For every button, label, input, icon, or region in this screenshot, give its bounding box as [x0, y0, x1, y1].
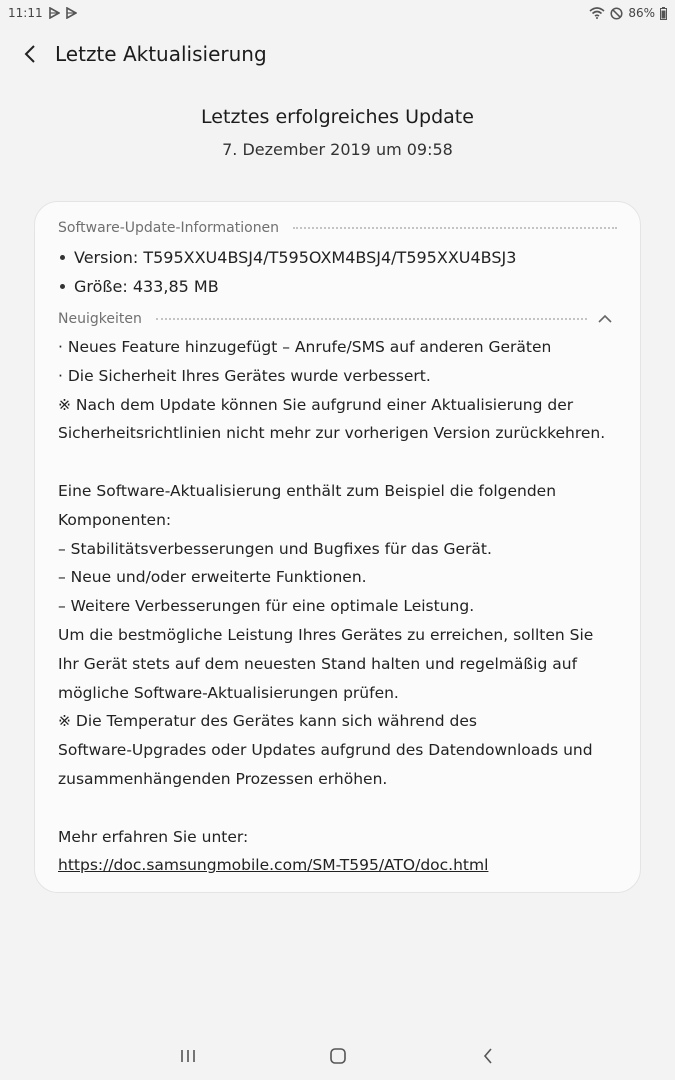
news-section-header[interactable]: [58, 307, 617, 331]
page-title: Letzte Aktualisierung: [55, 42, 267, 66]
more-info-link[interactable]: https://doc.samsungmobile.com/SM-T595/ATO/doc.html: [58, 856, 489, 875]
news-line: · Neues Feature hinzugefügt – Anrufe/SMS auf anderen Geräten: [58, 338, 552, 356]
battery-level: 86%: [628, 6, 655, 20]
recent-apps-icon: [180, 1049, 196, 1063]
status-time: 11:11: [8, 6, 43, 20]
news-line: Eine Software-Aktualisierung enthält zum Beispiel die folgenden: [58, 481, 557, 500]
news-line: Mehr erfahren Sie unter:: [58, 827, 249, 846]
navigation-bar: [0, 1032, 675, 1080]
app-bar: [0, 30, 675, 78]
news-line: [58, 448, 617, 477]
news-line: · Die Sicherheit Ihres Gerätes wurde verbessert.: [58, 366, 431, 385]
bullet-icon: [60, 284, 65, 289]
size-text: Größe: 433,85 MB: [74, 277, 219, 296]
chevron-up-icon[interactable]: [593, 307, 617, 331]
news-line: Um die bestmögliche Leistung Ihres Gerätes zu erreichen, sollten Sie: [58, 625, 594, 644]
status-bar: [0, 0, 675, 26]
dotted-divider: [293, 227, 617, 229]
version-item: [58, 243, 617, 272]
last-update-title: Letztes erfolgreiches Update: [201, 106, 474, 128]
last-update-header: [0, 106, 675, 159]
news-line: – Weitere Verbesserungen für eine optimale Leistung.: [58, 597, 475, 616]
chevron-left-icon: [23, 44, 37, 64]
bullet-icon: [60, 255, 65, 260]
news-line: Komponenten:: [58, 510, 172, 529]
recent-apps-button[interactable]: [168, 1036, 208, 1076]
size-item: [58, 272, 617, 301]
wifi-icon: [589, 7, 605, 19]
news-line: Sicherheitsrichtlinien nicht mehr zur vorherigen Version zurückkehren.: [58, 424, 606, 443]
news-section-label: Neuigkeiten: [58, 311, 142, 327]
home-icon: [329, 1047, 347, 1065]
play-store-icon: [49, 7, 60, 19]
home-button[interactable]: [318, 1036, 358, 1076]
do-not-disturb-icon: [610, 7, 623, 20]
news-line: [58, 794, 617, 823]
news-line: mögliche Software-Aktualisierungen prüfen.: [58, 683, 399, 702]
play-store-icon: [66, 7, 77, 19]
version-text: Version: T595XXU4BSJ4/T595OXM4BSJ4/T595XXU4BSJ3: [74, 248, 517, 267]
news-line: Software-Upgrades oder Updates aufgrund des Datendownloads und: [58, 741, 593, 760]
battery-icon: [660, 7, 667, 20]
dotted-divider: [156, 318, 587, 320]
nav-back-button[interactable]: [468, 1036, 508, 1076]
news-line: ※ Die Temperatur des Gerätes kann sich während des: [58, 712, 477, 731]
info-section-label: Software-Update-Informationen: [58, 220, 280, 236]
last-update-date: 7. Dezember 2019 um 09:58: [222, 140, 453, 159]
update-info-card: [34, 201, 641, 893]
back-button[interactable]: [8, 32, 52, 76]
info-section-header: [58, 216, 617, 240]
news-line: Ihr Gerät stets auf dem neuesten Stand halten und regelmäßig auf: [58, 654, 578, 673]
back-icon: [482, 1047, 494, 1065]
news-content: [58, 333, 617, 880]
news-line: – Stabilitätsverbesserungen und Bugfixes für das Gerät.: [58, 539, 492, 558]
news-line: zusammenhängenden Prozessen erhöhen.: [58, 769, 388, 788]
news-line: ※ Nach dem Update können Sie aufgrund einer Aktualisierung der: [58, 395, 574, 414]
news-line: – Neue und/oder erweiterte Funktionen.: [58, 568, 367, 587]
